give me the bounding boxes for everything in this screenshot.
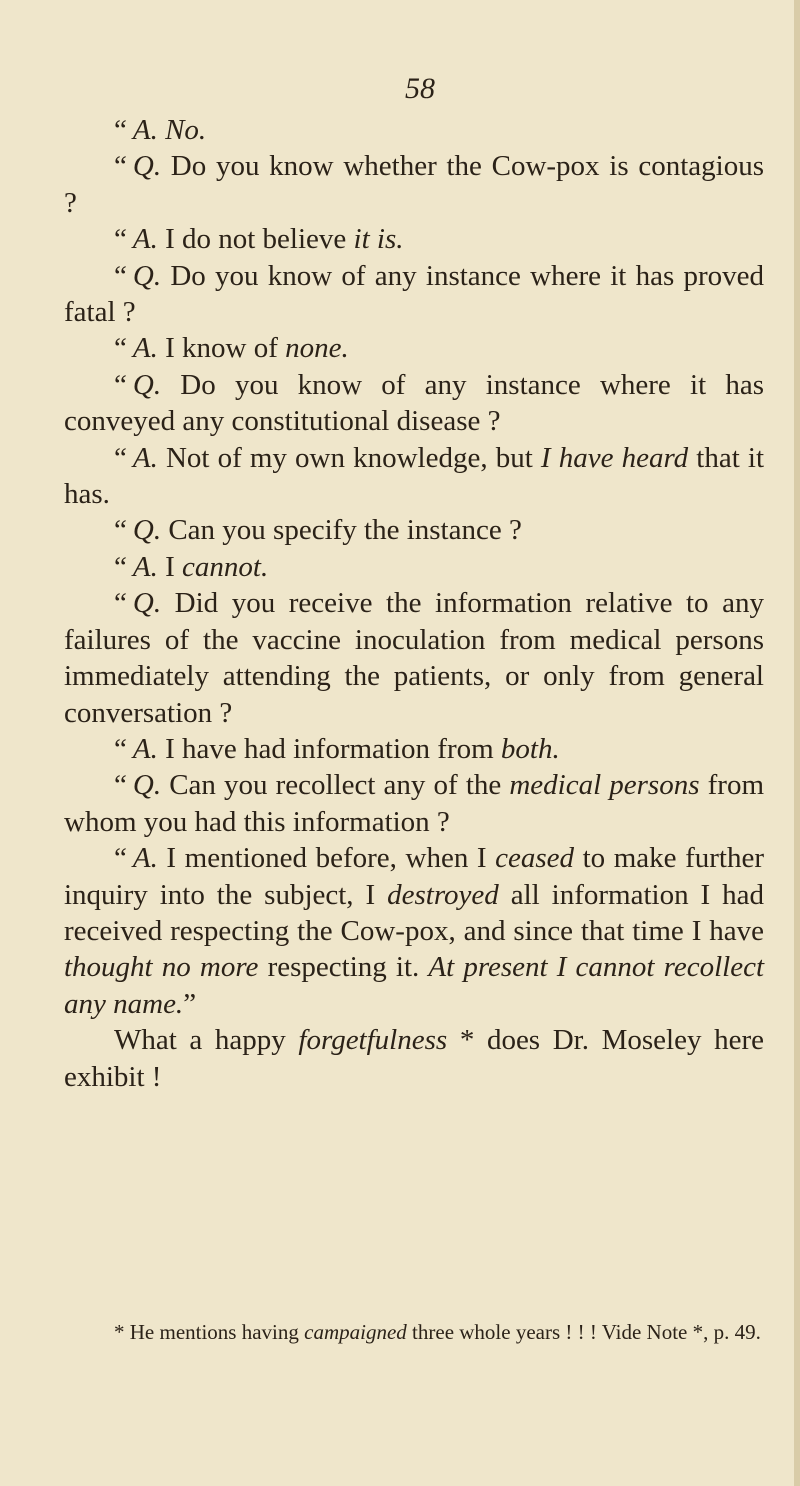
text-run: that it has. xyxy=(64,441,765,511)
italic-run: cannot. xyxy=(182,550,269,583)
italic-run: campaigned xyxy=(304,1320,407,1344)
paragraph xyxy=(64,1022,764,1095)
speaker-label: Q. xyxy=(132,259,162,292)
speaker-label: A. xyxy=(132,223,158,256)
text-run: Can you specify the instance ? xyxy=(161,514,522,547)
opening-quote: “ xyxy=(114,259,127,292)
italic-run: it is. xyxy=(353,223,404,256)
text-run: ” xyxy=(183,987,197,1020)
text-run: Can you recollect any of the xyxy=(161,769,510,802)
paragraph xyxy=(64,512,764,548)
paragraph xyxy=(64,148,764,221)
text-run: Did you receive the information relative to any failures of the vaccine inoculation from medical persons immediately attending the patients, or only from general conversation ? xyxy=(64,587,764,729)
opening-quote: “ xyxy=(114,150,127,183)
opening-quote: “ xyxy=(114,842,127,875)
footnote-marker: * xyxy=(114,1320,125,1344)
italic-run: I have heard xyxy=(540,441,689,474)
italic-run: destroyed xyxy=(387,878,499,911)
speaker-label: Q. xyxy=(132,587,162,620)
speaker-label: A. xyxy=(132,114,158,146)
italic-run: both. xyxy=(500,732,560,765)
page-edge xyxy=(794,0,800,1486)
text-run: to make further inquiry into the subject, I xyxy=(64,842,764,911)
opening-quote: “ xyxy=(114,441,127,474)
paragraph xyxy=(64,258,764,331)
opening-quote: “ xyxy=(114,332,127,365)
paragraph xyxy=(64,367,764,440)
paragraph xyxy=(64,731,764,767)
text-run: * does Dr. Moseley here exhibit ! xyxy=(64,1024,764,1093)
paragraph xyxy=(64,221,764,257)
paragraph xyxy=(64,549,764,585)
page-number: 58 xyxy=(405,72,435,105)
text-run: Do you know whether the Cow-pox is contagious ? xyxy=(64,150,764,219)
text-run: respecting it. xyxy=(258,951,429,984)
speaker-label: Q. xyxy=(132,769,162,802)
speaker-label: A. xyxy=(132,732,158,765)
italic-run: none. xyxy=(285,332,349,365)
italic-run: thought no more xyxy=(64,951,259,984)
footnote xyxy=(64,1318,764,1347)
text-run: I xyxy=(157,550,183,583)
footnote-text xyxy=(64,1318,764,1347)
italic-run: ceased xyxy=(495,842,575,875)
italic-run: At present I cannot recollect any name. xyxy=(64,951,764,1020)
paragraph xyxy=(64,767,764,840)
opening-quote: “ xyxy=(114,114,127,146)
text-run: Not of my own knowledge, but xyxy=(157,441,541,474)
footnote-body xyxy=(125,1320,761,1344)
paragraph xyxy=(64,112,764,148)
opening-quote: “ xyxy=(114,368,127,401)
opening-quote: “ xyxy=(114,587,127,620)
text-run: Do you know of any instance where it has proved fatal ? xyxy=(64,259,764,329)
text-run: I have had information from xyxy=(157,732,501,765)
text-run: What a happy xyxy=(114,1024,299,1057)
opening-quote: “ xyxy=(114,223,127,256)
paragraph xyxy=(64,440,764,513)
italic-run: medical persons xyxy=(509,769,700,802)
text-run: I do not believe xyxy=(157,223,354,256)
paragraph xyxy=(64,330,764,366)
opening-quote: “ xyxy=(114,769,127,802)
opening-quote: “ xyxy=(114,732,127,765)
speaker-label: A. xyxy=(132,842,158,875)
text-run: I mentioned before, when I xyxy=(157,842,496,875)
text-run: He mentions having xyxy=(124,1320,305,1344)
text-run: three whole years ! ! ! Vide Note *, p. 49. xyxy=(406,1320,761,1344)
text-run: all information I had received respecting the Cow-pox, and since that time I have xyxy=(64,878,764,947)
paragraph xyxy=(64,840,764,1022)
speaker-label: Q. xyxy=(132,150,162,183)
opening-quote: “ xyxy=(114,550,127,583)
speaker-label: A. xyxy=(132,550,158,583)
italic-run: forgetfulness xyxy=(298,1024,448,1057)
text-run: Do you know of any instance where it has conveyed any constitutional disease ? xyxy=(64,368,764,438)
text-run: I know of xyxy=(157,332,286,365)
opening-quote: “ xyxy=(114,514,127,547)
italic-run: No. xyxy=(165,114,207,146)
text-run xyxy=(158,114,165,146)
speaker-label: Q. xyxy=(132,368,162,401)
speaker-label: A. xyxy=(132,441,158,474)
paragraph xyxy=(64,585,764,731)
body-text xyxy=(64,112,764,1095)
speaker-label: Q. xyxy=(132,514,162,547)
speaker-label: A. xyxy=(132,332,158,365)
text-run: from whom you had this information ? xyxy=(64,769,765,838)
